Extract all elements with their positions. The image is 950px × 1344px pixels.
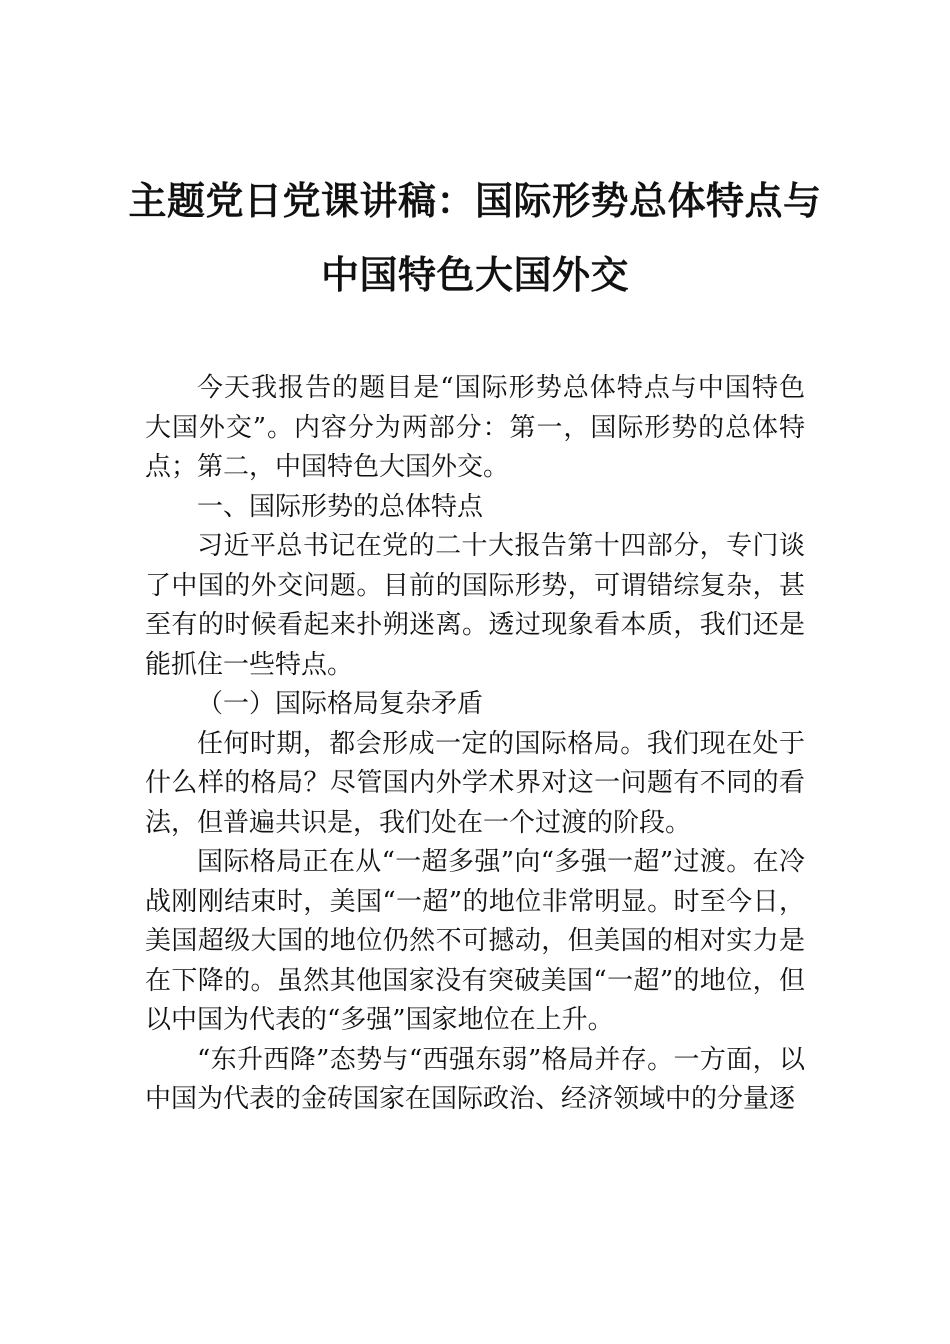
body-paragraph: 习近平总书记在党的二十大报告第十四部分，专门谈了中国的外交问题。目前的国际形势，可谓错综复杂，甚至有的时候看起来扑朔迷离。透过现象看本质，我们还是能抓住一些特点。	[145, 531, 805, 680]
intro-paragraph: 今天我报告的题目是“国际形势总体特点与中国特色大国外交”。内容分为两部分：第一，国际形势的总体特点；第二，中国特色大国外交。	[145, 373, 805, 482]
subsection-heading-1: （一）国际格局复杂矛盾	[197, 689, 484, 719]
body-paragraph: “东升西降”态势与“西强东弱”格局并存。一方面，以中国为代表的金砖国家在国际政治、经济领域中的分量逐	[145, 1044, 805, 1114]
document-title-line-2: 中国特色大国外交	[320, 253, 629, 297]
body-paragraph: 任何时期，都会形成一定的国际格局。我们现在处于什么样的格局？尽管国内外学术界对这一问题有不同的看法，但普遍共识是，我们处在一个过渡的阶段。	[145, 728, 805, 838]
document-title-line-1: 主题党日党课讲稿：国际形势总体特点与	[128, 179, 822, 223]
section-heading-1: 一、国际形势的总体特点	[197, 491, 484, 522]
body-paragraph: 国际格局正在从“一超多强”向“多强一超”过渡。在冷战刚刚结束时，美国“一超”的地位非常明显。时至今日，美国超级大国的地位仍然不可撼动，但美国的相对实力是在下降的。虽然其他国家没有突破美国“一超”的地位，但以中国为代表的“多强”国家地位在上升。	[145, 847, 805, 1035]
document-body	[145, 369, 805, 1120]
